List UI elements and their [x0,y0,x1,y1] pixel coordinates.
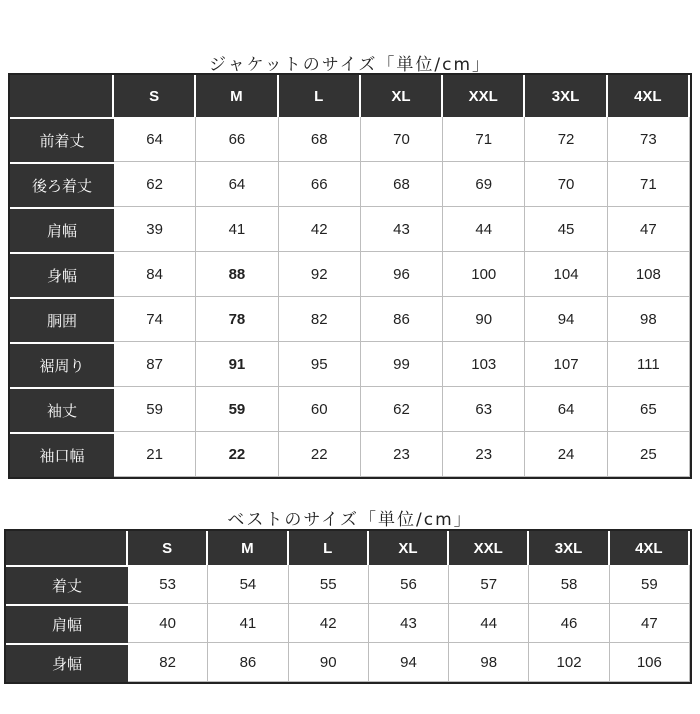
jacket-size-header: L [279,75,361,117]
jacket-row-label: 裾周り [10,342,114,387]
jacket-value-cell: 39 [114,207,196,252]
jacket-value-cell: 22 [279,432,361,477]
jacket-size-title: ジャケットのサイズ「単位/cm」 [208,55,492,75]
jacket-row-label: 袖丈 [10,387,114,432]
jacket-value-cell: 63 [443,387,525,432]
jacket-corner-cell [10,75,114,117]
jacket-value-cell: 47 [608,207,690,252]
vest-value-cell: 86 [208,643,288,682]
jacket-value-cell: 25 [608,432,690,477]
vest-header-row [6,531,690,565]
jacket-value-cell: 23 [361,432,443,477]
jacket-value-cell: 94 [525,297,607,342]
jacket-value-cell: 65 [608,387,690,432]
jacket-value-cell: 59 [196,387,278,432]
vest-value-cell: 42 [289,604,369,643]
jacket-value-cell: 91 [196,342,278,387]
jacket-table-row [10,117,690,162]
jacket-value-cell: 90 [443,297,525,342]
jacket-table-row [10,162,690,207]
jacket-value-cell: 43 [361,207,443,252]
jacket-value-cell: 64 [525,387,607,432]
vest-size-table [4,529,692,684]
jacket-row-label: 肩幅 [10,207,114,252]
jacket-row-label: 胴囲 [10,297,114,342]
jacket-value-cell: 96 [361,252,443,297]
jacket-row-label: 後ろ着丈 [10,162,114,207]
vest-table-row [6,604,690,643]
jacket-table-row [10,342,690,387]
jacket-value-cell: 45 [525,207,607,252]
vest-value-cell: 58 [529,565,609,604]
jacket-value-cell: 99 [361,342,443,387]
jacket-table-row [10,432,690,477]
vest-value-cell: 90 [289,643,369,682]
vest-value-cell: 82 [128,643,208,682]
jacket-value-cell: 71 [608,162,690,207]
jacket-value-cell: 95 [279,342,361,387]
jacket-value-cell: 103 [443,342,525,387]
jacket-value-cell: 111 [608,342,690,387]
vest-size-title: ベストのサイズ「単位/cm」 [227,510,473,530]
vest-value-cell: 59 [610,565,690,604]
jacket-value-cell: 44 [443,207,525,252]
jacket-value-cell: 23 [443,432,525,477]
jacket-value-cell: 104 [525,252,607,297]
vest-value-cell: 40 [128,604,208,643]
vest-row-label: 着丈 [6,565,128,604]
jacket-size-header: M [196,75,278,117]
jacket-value-cell: 64 [196,162,278,207]
vest-value-cell: 98 [449,643,529,682]
vest-value-cell: 46 [529,604,609,643]
jacket-row-label: 前着丈 [10,117,114,162]
jacket-value-cell: 60 [279,387,361,432]
vest-row-label: 身幅 [6,643,128,682]
jacket-value-cell: 100 [443,252,525,297]
vest-size-header: L [289,531,369,565]
vest-value-cell: 102 [529,643,609,682]
jacket-value-cell: 41 [196,207,278,252]
vest-value-cell: 94 [369,643,449,682]
vest-value-cell: 53 [128,565,208,604]
vest-size-header: 3XL [529,531,609,565]
jacket-size-header: 4XL [608,75,690,117]
jacket-value-cell: 71 [443,117,525,162]
jacket-value-cell: 82 [279,297,361,342]
jacket-value-cell: 70 [361,117,443,162]
vest-size-header: 4XL [610,531,690,565]
jacket-value-cell: 62 [114,162,196,207]
jacket-row-label: 身幅 [10,252,114,297]
vest-table-row [6,643,690,682]
vest-value-cell: 55 [289,565,369,604]
jacket-value-cell: 24 [525,432,607,477]
vest-value-cell: 54 [208,565,288,604]
jacket-value-cell: 98 [608,297,690,342]
jacket-size-header: XL [361,75,443,117]
jacket-value-cell: 68 [361,162,443,207]
jacket-table-row [10,207,690,252]
jacket-value-cell: 21 [114,432,196,477]
jacket-value-cell: 87 [114,342,196,387]
jacket-value-cell: 108 [608,252,690,297]
vest-size-header: XL [369,531,449,565]
jacket-value-cell: 64 [114,117,196,162]
jacket-value-cell: 88 [196,252,278,297]
jacket-value-cell: 66 [196,117,278,162]
jacket-size-header: 3XL [525,75,607,117]
jacket-size-header: S [114,75,196,117]
vest-size-header: M [208,531,288,565]
jacket-value-cell: 42 [279,207,361,252]
vest-value-cell: 47 [610,604,690,643]
jacket-value-cell: 22 [196,432,278,477]
jacket-value-cell: 66 [279,162,361,207]
vest-value-cell: 56 [369,565,449,604]
jacket-value-cell: 72 [525,117,607,162]
vest-size-header: XXL [449,531,529,565]
jacket-size-header: XXL [443,75,525,117]
vest-value-cell: 57 [449,565,529,604]
jacket-value-cell: 78 [196,297,278,342]
jacket-value-cell: 68 [279,117,361,162]
vest-value-cell: 44 [449,604,529,643]
vest-corner-cell [6,531,128,565]
jacket-header-row [10,75,690,117]
jacket-value-cell: 73 [608,117,690,162]
jacket-row-label: 袖口幅 [10,432,114,477]
jacket-table-row [10,297,690,342]
jacket-table-row [10,252,690,297]
vest-value-cell: 41 [208,604,288,643]
vest-value-cell: 106 [610,643,690,682]
jacket-value-cell: 62 [361,387,443,432]
jacket-size-table [8,73,692,479]
jacket-value-cell: 70 [525,162,607,207]
jacket-value-cell: 92 [279,252,361,297]
jacket-value-cell: 59 [114,387,196,432]
jacket-value-cell: 84 [114,252,196,297]
vest-size-header: S [128,531,208,565]
jacket-value-cell: 69 [443,162,525,207]
vest-row-label: 肩幅 [6,604,128,643]
jacket-value-cell: 86 [361,297,443,342]
vest-value-cell: 43 [369,604,449,643]
jacket-table-row [10,387,690,432]
jacket-value-cell: 74 [114,297,196,342]
vest-table-row [6,565,690,604]
jacket-value-cell: 107 [525,342,607,387]
